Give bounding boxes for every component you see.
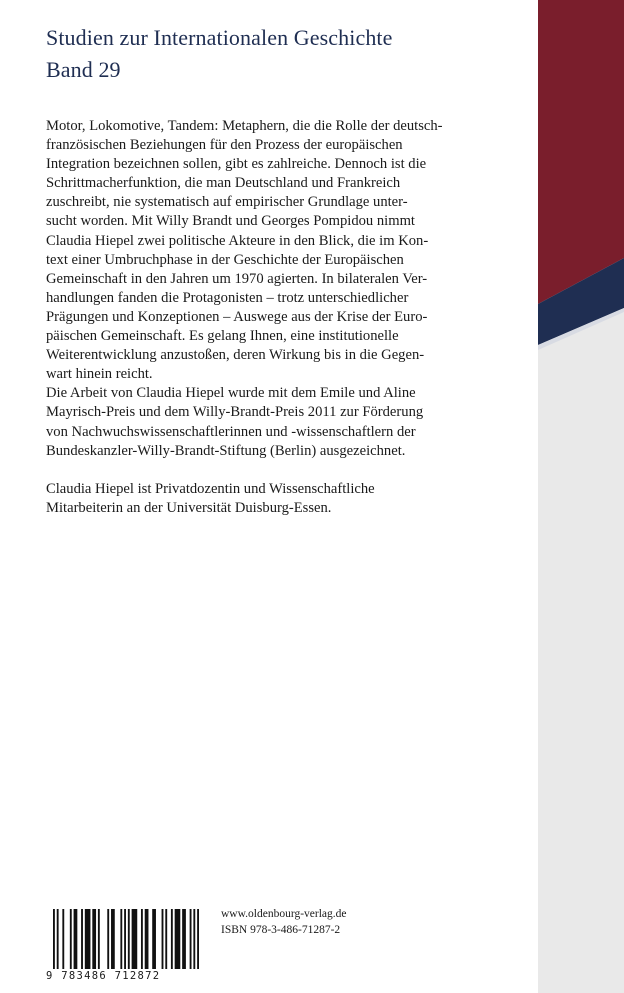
barcode-bar bbox=[98, 909, 100, 969]
series-heading bbox=[46, 22, 393, 86]
barcode-bar bbox=[70, 909, 72, 969]
barcode-bar bbox=[182, 909, 186, 969]
blurb-line: wart hinein reicht. bbox=[46, 366, 153, 383]
blurb-line: von Nachwuchswissenschaftlerinnen und -wissenschaftlern der bbox=[46, 423, 416, 440]
barcode-bar bbox=[190, 909, 192, 969]
spine-graphic bbox=[538, 0, 624, 993]
blurb-line: sucht worden. Mit Willy Brandt und Georges Pompidou nimmt bbox=[46, 213, 415, 230]
barcode-bar bbox=[197, 909, 199, 969]
blurb-line: Claudia Hiepel ist Privatdozentin und Wissenschaftliche bbox=[46, 480, 375, 497]
blurb-line: Mitarbeiterin an der Universität Duisburg-Essen. bbox=[46, 499, 332, 516]
barcode-bar bbox=[62, 909, 64, 969]
barcode-bar bbox=[53, 909, 55, 969]
isbn-number: ISBN 978-3-486-71287-2 bbox=[221, 924, 341, 936]
blurb-text bbox=[46, 117, 496, 518]
barcode-bar bbox=[85, 909, 91, 969]
blurb-line: päischen Gemeinschaft. Es gelang Ihnen, eine institutionelle bbox=[46, 328, 399, 345]
barcode-bar bbox=[120, 909, 122, 969]
barcode-bar bbox=[132, 909, 138, 969]
publisher-info bbox=[221, 906, 347, 938]
barcode-bar bbox=[193, 909, 195, 969]
blurb-line: Motor, Lokomotive, Tandem: Metaphern, die die Rolle der deutsch- bbox=[46, 118, 443, 134]
spine-red-area bbox=[538, 0, 624, 304]
barcode-bar bbox=[171, 909, 173, 969]
barcode-bar bbox=[81, 909, 83, 969]
paragraph-gap bbox=[46, 461, 496, 480]
barcode-bar bbox=[111, 909, 115, 969]
barcode-bars bbox=[53, 909, 199, 969]
barcode-bar bbox=[152, 909, 156, 969]
blurb-line: Die Arbeit von Claudia Hiepel wurde mit dem Emile und Aline bbox=[46, 385, 416, 402]
barcode-bar bbox=[107, 909, 109, 969]
barcode-bar bbox=[92, 909, 96, 969]
barcode-bar bbox=[175, 909, 181, 969]
blurb-line: Prägungen und Konzeptionen – Auswege aus der Krise der Euro- bbox=[46, 308, 428, 325]
blurb-line: text einer Umbruchphase in der Geschichte der Europäischen bbox=[46, 251, 404, 268]
barcode-bar bbox=[128, 909, 130, 969]
blurb-line: Integration bezeichnen sollen, gibt es zahlreiche. Dennoch ist die bbox=[46, 156, 427, 173]
blurb-line: Mayrisch-Preis und dem Willy-Brandt-Preis 2011 zur Förderung bbox=[46, 404, 424, 421]
blurb-line: zuschreibt, nie systematisch auf empirischer Grundlage unter- bbox=[46, 194, 408, 211]
barcode-bar bbox=[165, 909, 167, 969]
barcode-bar bbox=[141, 909, 143, 969]
barcode-bar bbox=[74, 909, 78, 969]
blurb-line: Claudia Hiepel zwei politische Akteure in den Blick, die im Kon- bbox=[46, 232, 429, 249]
barcode-bar bbox=[124, 909, 126, 969]
barcode-bar bbox=[145, 909, 149, 969]
blurb-line: französischen Beziehungen für den Prozess der europäischen bbox=[46, 137, 403, 154]
isbn-barcode bbox=[53, 909, 199, 969]
blurb-paragraph-1 bbox=[46, 117, 496, 461]
barcode-bar bbox=[162, 909, 164, 969]
blurb-line: Weiterentwicklung anzustoßen, deren Wirkung bis in die Gegen- bbox=[46, 347, 425, 364]
blurb-line: Schrittmacherfunktion, die man Deutschland und Frankreich bbox=[46, 175, 401, 192]
blurb-line: Bundeskanzler-Willy-Brandt-Stiftung (Berlin) ausgezeichnet. bbox=[46, 442, 406, 459]
series-title: Studien zur Internationalen Geschichte bbox=[46, 25, 393, 50]
barcode-bar bbox=[57, 909, 59, 969]
series-volume: Band 29 bbox=[46, 57, 121, 82]
spine-color-band bbox=[538, 0, 624, 993]
blurb-line: Gemeinschaft in den Jahren um 1970 agierten. In bilateralen Ver- bbox=[46, 270, 428, 287]
barcode-digits: 9 783486 712872 bbox=[46, 970, 161, 982]
blurb-paragraph-2 bbox=[46, 480, 496, 518]
publisher-url: www.oldenbourg-verlag.de bbox=[221, 908, 347, 920]
blurb-line: handlungen fanden die Protagonisten – trotz unterschiedlicher bbox=[46, 289, 409, 306]
